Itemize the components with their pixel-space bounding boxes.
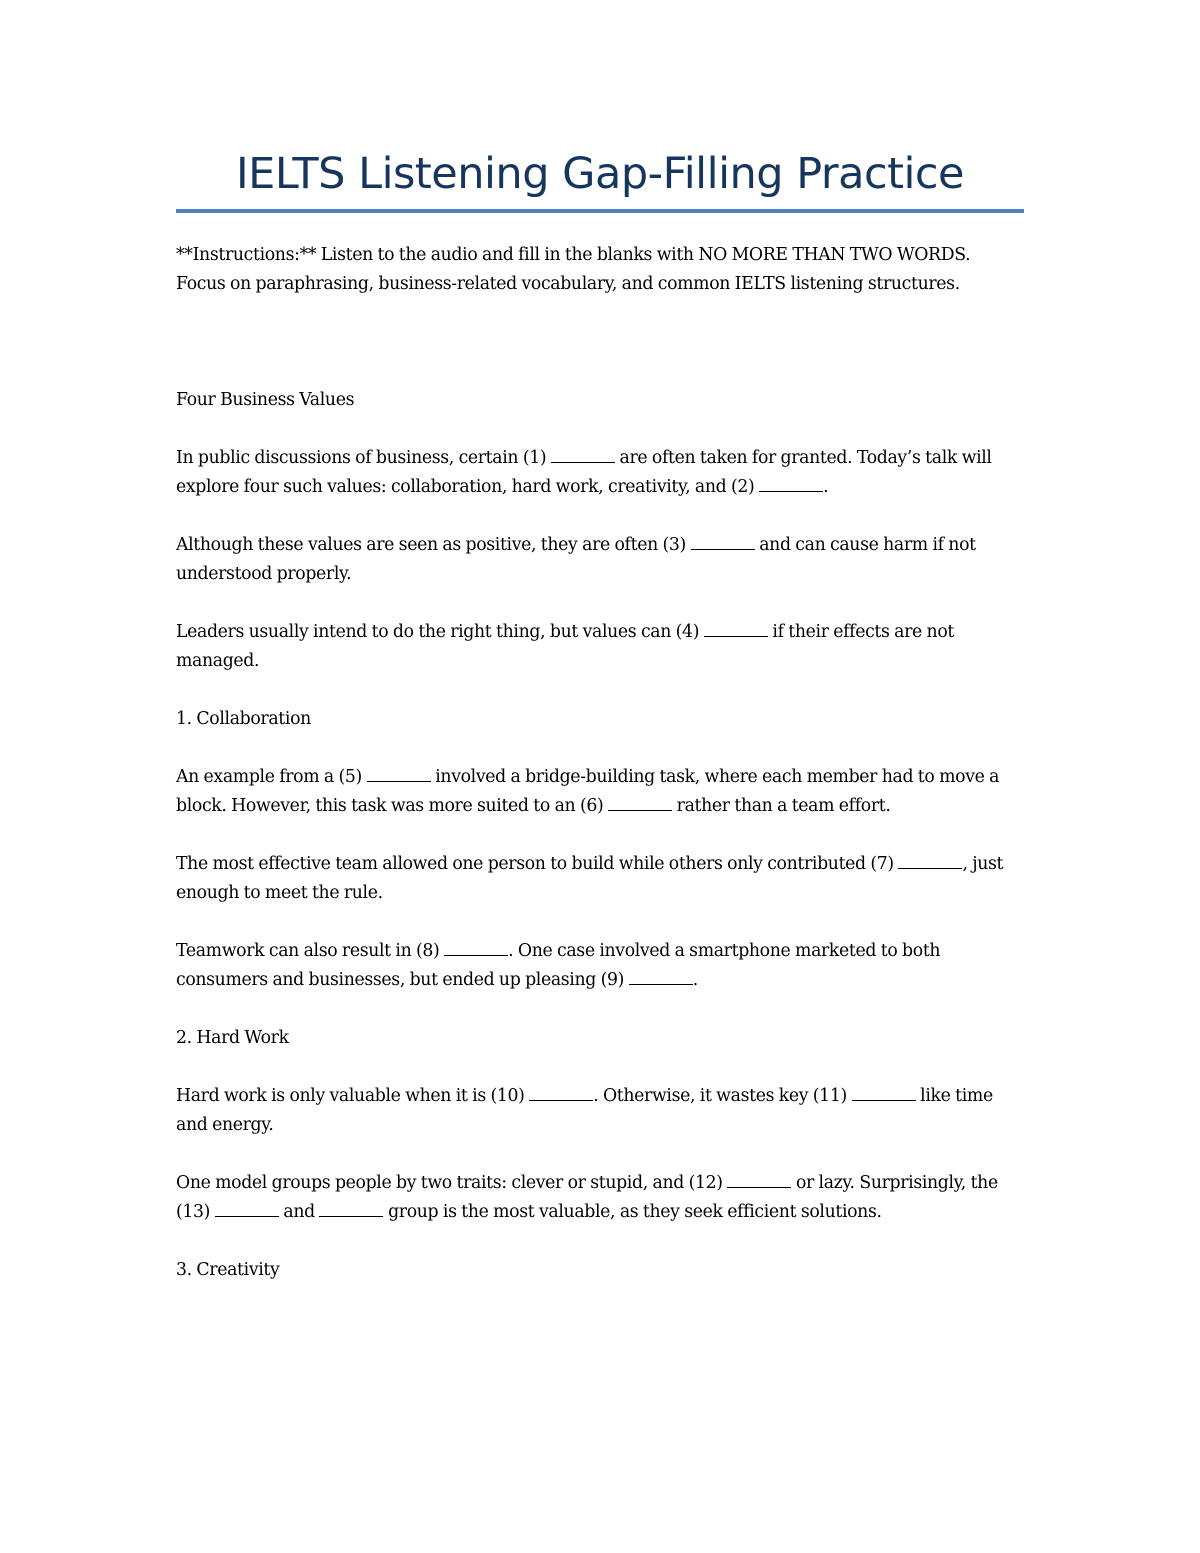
heading-creativity: 3. Creativity bbox=[176, 1260, 280, 1280]
answer-gap-9[interactable] bbox=[629, 968, 693, 985]
paragraph-hard-work-2: One model groups people by two traits: clever or stupid, and (12) or lazy. Surprisingly, the (13) and group is the most valuable, as they seek efficient solutions. bbox=[176, 1173, 998, 1222]
answer-gap-12[interactable] bbox=[727, 1171, 791, 1188]
heading-hard-work: 2. Hard Work bbox=[176, 1028, 289, 1048]
title-underline bbox=[176, 209, 1024, 213]
answer-gap-2[interactable] bbox=[759, 475, 823, 492]
paragraph-intro-3: Leaders usually intend to do the right thing, but values can (4) if their effects are not managed. bbox=[176, 622, 954, 671]
instructions: **Instructions:** Listen to the audio and fill in the blanks with NO MORE THAN TWO WORDS. Focus on paraphrasing, business-related vocabulary, and common IELTS listening structures. bbox=[176, 245, 971, 294]
paragraph-collaboration-3: Teamwork can also result in (8) . One case involved a smartphone marketed to both consumers and businesses, but ended up pleasing (9) . bbox=[176, 941, 941, 990]
page-title: IELTS Listening Gap-Filling Practice bbox=[236, 149, 964, 199]
answer-gap-1[interactable] bbox=[551, 446, 615, 463]
paragraph-intro-1: In public discussions of business, certain (1) are often taken for granted. Today’s talk will explore four such values: collaboration, hard work, creativity, and (2) . bbox=[176, 448, 992, 497]
paragraph-intro-2: Although these values are seen as positive, they are often (3) and can cause harm if not understood properly. bbox=[176, 535, 976, 584]
answer-gap-6[interactable] bbox=[608, 794, 672, 811]
answer-gap-8[interactable] bbox=[444, 939, 508, 956]
answer-gap-11[interactable] bbox=[852, 1084, 916, 1101]
answer-gap-4[interactable] bbox=[704, 620, 768, 637]
answer-gap-13a[interactable] bbox=[215, 1200, 279, 1217]
answer-gap-10[interactable] bbox=[529, 1084, 593, 1101]
answer-gap-3[interactable] bbox=[691, 533, 755, 550]
heading-collaboration: 1. Collaboration bbox=[176, 709, 311, 729]
paragraph-collaboration-2: The most effective team allowed one person to build while others only contributed (7) , just enough to meet the rule. bbox=[176, 854, 1004, 903]
answer-gap-7[interactable] bbox=[898, 852, 962, 869]
answer-gap-5[interactable] bbox=[367, 765, 431, 782]
paragraph-collaboration-1: An example from a (5) involved a bridge-building task, where each member had to move a block. However, this task was more suited to an (6) rather than a team effort. bbox=[176, 767, 1000, 816]
paragraph-hard-work-1: Hard work is only valuable when it is (10) . Otherwise, it wastes key (11) like time and energy. bbox=[176, 1086, 993, 1135]
answer-gap-13b[interactable] bbox=[319, 1200, 383, 1217]
document-body bbox=[176, 241, 1024, 1314]
section-title: Four Business Values bbox=[176, 390, 355, 410]
document-page bbox=[176, 0, 1024, 1553]
